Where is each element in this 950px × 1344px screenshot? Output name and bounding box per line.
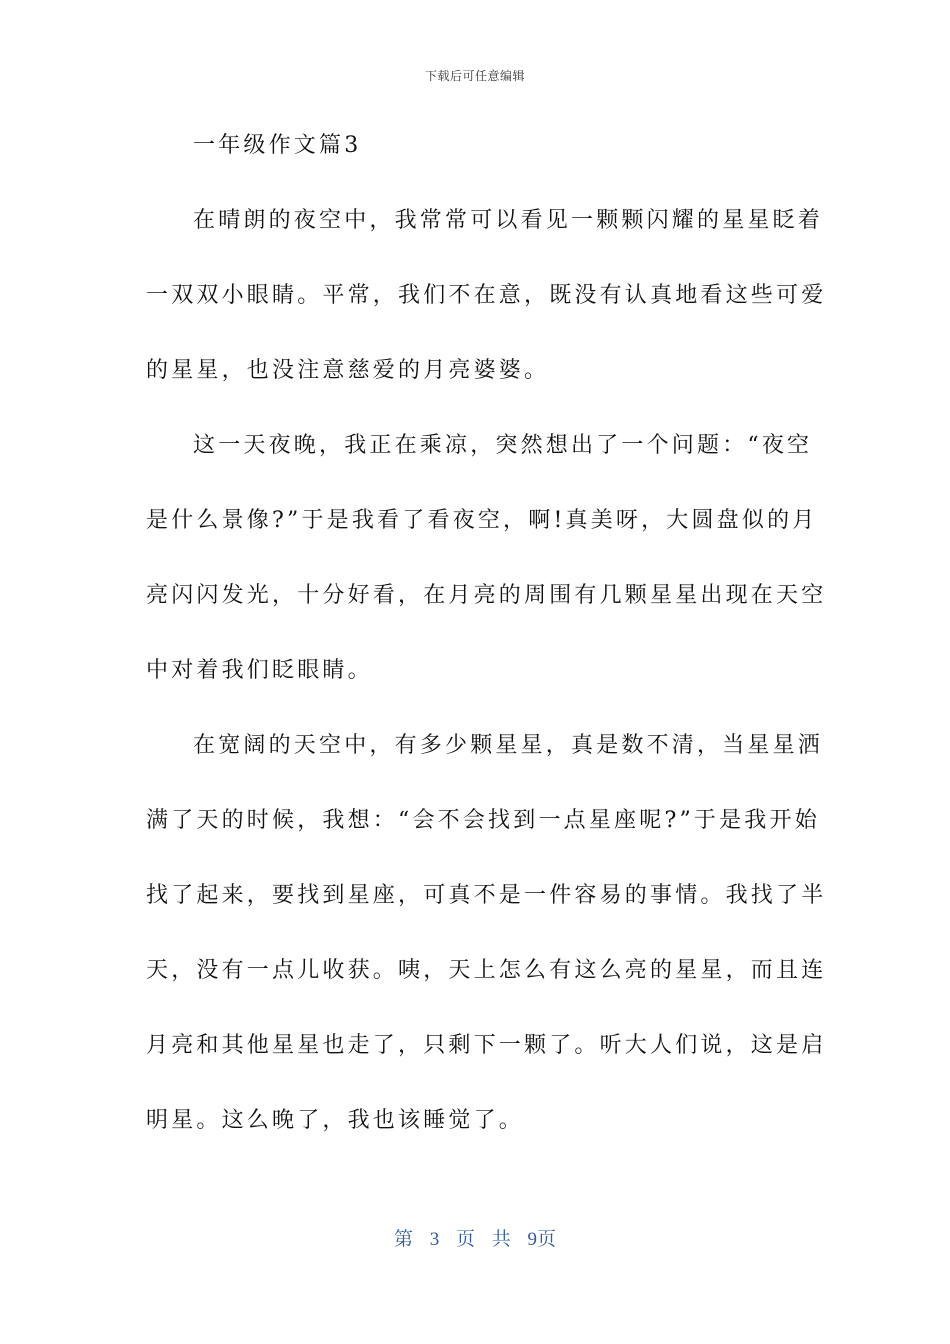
document-body [146,126,827,1176]
paragraph-line: 亮闪闪发光，十分好看，在月亮的周围有几颗星星出现在天空 [146,583,827,608]
document-title: 一年级作文篇3 [193,133,362,158]
paragraph-line: 天，没有一点儿收获。咦，天上怎么有这么亮的星星，而且连 [146,958,827,983]
paragraph-line: 这一天夜晚，我正在乘凉，突然想出了一个问题：“夜空 [193,433,813,458]
page-header: 下载后可任意编辑 [424,69,525,83]
paragraph-2 [146,426,827,726]
paragraph-1 [146,201,827,426]
paragraph-line: 找了起来，要找到星座，可真不是一件容易的事情。我找了半 [146,883,827,908]
paragraph-line: 月亮和其他星星也走了，只剩下一颗了。听大人们说，这是启 [146,1033,827,1058]
paragraph-line: 是什么景像?”于是我看了看夜空，啊!真美呀，大圆盘似的月 [146,508,818,533]
footer-total-label: 共 [491,1229,511,1250]
page-footer [0,1224,950,1251]
footer-total-pages: 9页 [527,1229,557,1250]
paragraph-line: 明星。这么晚了，我也该睡觉了。 [146,1108,525,1133]
footer-of-label: 页 [455,1229,475,1250]
paragraph-line: 满了天的时候，我想：“会不会找到一点星座呢?”于是我开始 [146,808,820,833]
footer-current-page: 3 [429,1229,440,1250]
paragraph-line: 在晴朗的夜空中，我常常可以看见一颗颗闪耀的星星眨着 [193,208,824,233]
paragraph-line: 在宽阔的天空中，有多少颗星星，真是数不清，当星星洒 [193,733,824,758]
paragraph-3 [146,726,827,1176]
footer-page-label: 第 [393,1229,413,1250]
paragraph-line: 一双双小眼睛。平常，我们不在意，既没有认真地看这些可爱 [146,283,827,308]
paragraph-line: 的星星，也没注意慈爱的月亮婆婆。 [146,358,550,383]
paragraph-line: 中对着我们眨眼睛。 [146,658,373,683]
